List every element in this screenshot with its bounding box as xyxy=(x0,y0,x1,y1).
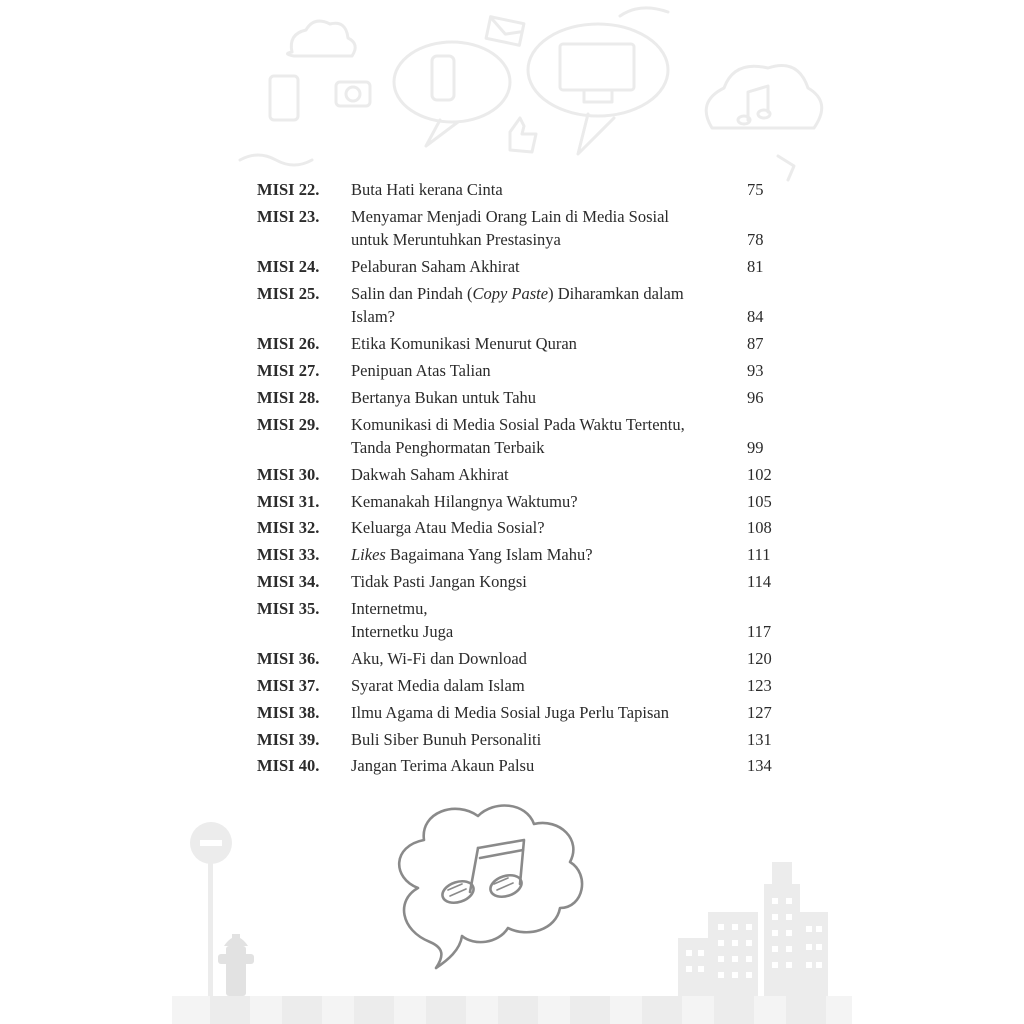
page-number: 99 xyxy=(747,438,764,458)
mission-title xyxy=(351,282,745,329)
page-number: 114 xyxy=(747,572,772,592)
page-number: 96 xyxy=(747,387,764,407)
mission-number: MISI 23. xyxy=(257,206,320,226)
mission-title-line: Jangan Terima Akaun Palsu xyxy=(351,756,535,776)
toc-entry xyxy=(257,728,787,752)
toc-entry xyxy=(257,647,787,671)
mission-title-line: untuk Meruntuhkan Prestasinya xyxy=(351,230,561,250)
mission-title-line: Komunikasi di Media Sosial Pada Waktu Tertentu, xyxy=(351,414,685,434)
mission-title xyxy=(351,543,745,567)
toc-entry xyxy=(257,255,787,279)
mission-title xyxy=(351,490,745,514)
mission-title-line: Tanda Penghormatan Terbaik xyxy=(351,438,545,458)
mission-title xyxy=(351,463,745,487)
mission-title-line: Menyamar Menjadi Orang Lain di Media Sosial xyxy=(351,206,670,226)
mission-number: MISI 37. xyxy=(257,675,320,695)
toc-entry xyxy=(257,413,787,460)
mission-title-line: Bertanya Bukan untuk Tahu xyxy=(351,387,537,407)
toc-entry xyxy=(257,359,787,383)
mission-title-line: Pelaburan Saham Akhirat xyxy=(351,257,520,277)
mission-title-line: Aku, Wi-Fi dan Download xyxy=(351,649,527,669)
speech-bubble-icon xyxy=(394,42,510,146)
toc-entry xyxy=(257,597,787,644)
page-number: 87 xyxy=(747,334,764,354)
toc-entry xyxy=(257,674,787,698)
title-emphasis: Likes xyxy=(351,545,386,565)
mission-number: MISI 30. xyxy=(257,464,320,484)
mission-title-line: Dakwah Saham Akhirat xyxy=(351,464,509,484)
mission-title xyxy=(351,597,745,644)
toc-entry xyxy=(257,516,787,540)
fire-hydrant-icon xyxy=(218,934,254,996)
music-cloud-bubble xyxy=(399,806,582,968)
title-text: Salin dan Pindah ( xyxy=(351,283,473,303)
mission-title xyxy=(351,728,745,752)
mission-number: MISI 35. xyxy=(257,598,320,618)
mission-number: MISI 34. xyxy=(257,572,320,592)
toc-entry xyxy=(257,701,787,725)
toc-entry xyxy=(257,332,787,356)
mission-title xyxy=(351,413,745,460)
page-number: 117 xyxy=(747,622,772,642)
mission-title-line: Kemanakah Hilangnya Waktumu? xyxy=(351,491,578,511)
page-number: 102 xyxy=(747,464,772,484)
mission-number: MISI 25. xyxy=(257,283,320,303)
cloud-icon xyxy=(287,21,355,56)
road-stripe xyxy=(172,996,852,1024)
page-number: 75 xyxy=(747,180,764,199)
phone-icon xyxy=(270,76,298,120)
mission-number: MISI 22. xyxy=(257,180,320,199)
toc-entry xyxy=(257,386,787,410)
mission-number: MISI 31. xyxy=(257,491,320,511)
city-buildings-icon xyxy=(678,862,828,996)
mission-number: MISI 29. xyxy=(257,414,320,434)
music-note-icon xyxy=(440,840,525,906)
mission-title xyxy=(351,205,745,252)
mission-number: MISI 24. xyxy=(257,257,320,277)
toc-entry xyxy=(257,543,787,567)
mission-title-line: Internetmu, xyxy=(351,598,428,618)
mission-number: MISI 33. xyxy=(257,545,320,565)
mission-number: MISI 40. xyxy=(257,756,320,776)
mission-number: MISI 39. xyxy=(257,729,320,749)
mission-title xyxy=(351,386,745,410)
table-of-contents xyxy=(257,178,787,781)
computer-monitor-icon xyxy=(528,24,668,154)
mission-title-line: Penipuan Atas Talian xyxy=(351,360,491,380)
mission-title xyxy=(351,647,745,671)
mission-title-line: Islam? xyxy=(351,307,395,327)
envelope-icon xyxy=(486,17,524,46)
toc-entry xyxy=(257,490,787,514)
mission-number: MISI 28. xyxy=(257,387,320,407)
mission-title-line: Ilmu Agama di Media Sosial Juga Perlu Tapisan xyxy=(351,702,669,722)
mission-title xyxy=(351,255,745,279)
mission-title-line: Etika Komunikasi Menurut Quran xyxy=(351,334,577,354)
mission-title xyxy=(351,516,745,540)
page-number: 81 xyxy=(747,257,764,277)
mission-title-line: Buli Siber Bunuh Personaliti xyxy=(351,729,542,749)
toc-entry xyxy=(257,754,787,778)
title-text: ) Diharamkan dalam xyxy=(548,283,684,303)
mission-title xyxy=(351,332,745,356)
cloud-icon xyxy=(706,66,822,129)
thumbs-up-icon xyxy=(510,118,536,152)
camera-icon xyxy=(336,82,370,106)
page-number: 127 xyxy=(747,702,772,722)
mission-title-line: Internetku Juga xyxy=(351,622,454,642)
page-number: 131 xyxy=(747,729,772,749)
page-number: 123 xyxy=(747,675,772,695)
mission-number: MISI 36. xyxy=(257,649,320,669)
page-number: 78 xyxy=(747,230,764,250)
toc-entry xyxy=(257,463,787,487)
toc-entry xyxy=(257,205,787,252)
toc-entry xyxy=(257,570,787,594)
mission-title-line: Syarat Media dalam Islam xyxy=(351,675,525,695)
mission-number: MISI 27. xyxy=(257,360,320,380)
mission-number: MISI 38. xyxy=(257,702,320,722)
mission-title-line xyxy=(351,282,745,306)
mission-title-line: Buta Hati kerana Cinta xyxy=(351,180,503,199)
mission-title-line xyxy=(351,543,745,567)
toc-entry xyxy=(257,282,787,329)
toc-entry xyxy=(257,178,787,202)
mission-title xyxy=(351,674,745,698)
mission-title-line: Keluarga Atau Media Sosial? xyxy=(351,518,545,538)
street-sign-icon xyxy=(190,822,232,996)
mission-number: MISI 26. xyxy=(257,334,320,354)
mission-title-line: Tidak Pasti Jangan Kongsi xyxy=(351,572,527,592)
page-number: 134 xyxy=(747,756,772,776)
mission-title xyxy=(351,570,745,594)
page-number: 108 xyxy=(747,518,772,538)
mission-title xyxy=(351,754,745,778)
page-number: 84 xyxy=(747,307,764,327)
title-text: Bagaimana Yang Islam Mahu? xyxy=(385,545,593,565)
mission-number: MISI 32. xyxy=(257,518,320,538)
page-number: 105 xyxy=(747,491,772,511)
page-number: 111 xyxy=(747,545,771,565)
title-emphasis: Copy Paste xyxy=(472,283,549,303)
page-number: 120 xyxy=(747,649,772,669)
mission-title xyxy=(351,359,745,383)
mission-title xyxy=(351,178,745,202)
page-number: 93 xyxy=(747,360,764,380)
mission-title xyxy=(351,701,745,725)
